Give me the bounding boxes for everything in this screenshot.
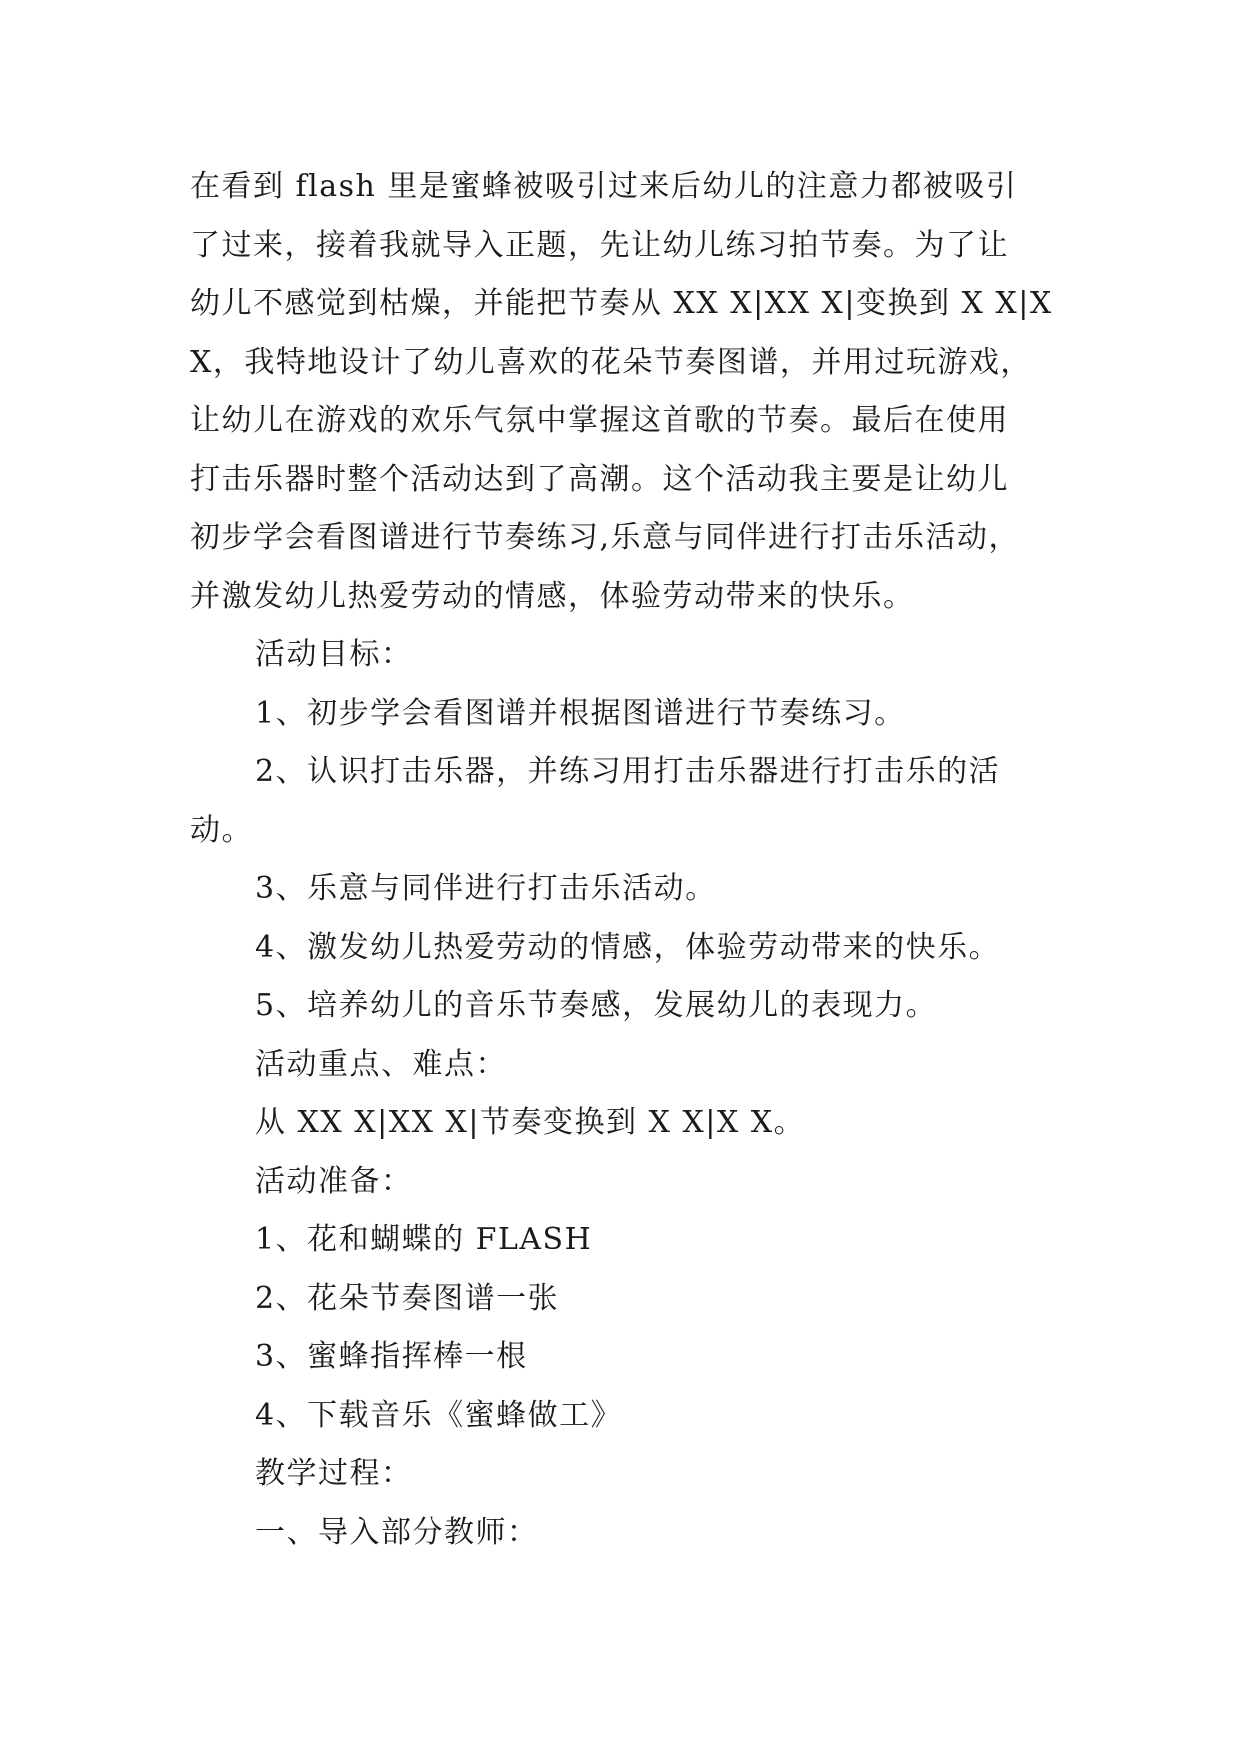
section-heading-teaching-process: 教学过程：	[255, 1456, 413, 1491]
list-item: 3、乐意与同伴进行打击乐活动。	[255, 871, 717, 906]
list-item: 3、蜜蜂指挥棒一根	[255, 1339, 528, 1374]
section-heading-preparation: 活动准备：	[255, 1163, 413, 1199]
section-heading-key-points: 活动重点、难点：	[255, 1046, 507, 1082]
text-line: 动。	[190, 812, 253, 848]
text-line: 让幼儿在游戏的欢乐气氛中掌握这首歌的节奏。最后在使用	[190, 403, 1009, 438]
section-heading-activity-goals: 活动目标：	[255, 637, 413, 672]
subsection-heading: 一、导入部分教师：	[255, 1514, 539, 1550]
list-item: 2、认识打击乐器，并练习用打击乐器进行打击乐的活	[255, 754, 1001, 789]
document-body	[190, 158, 1056, 1562]
text-line: 在看到 flash 里是蜜蜂被吸引过来后幼儿的注意力都被吸引	[190, 169, 1018, 204]
text-line: 并激发幼儿热爱劳动的情感，体验劳动带来的快乐。	[190, 578, 915, 614]
list-item: 4、下载音乐《蜜蜂做工》	[255, 1397, 623, 1433]
list-item: 2、花朵节奏图谱一张	[255, 1280, 560, 1316]
list-item: 4、激发幼儿热爱劳动的情感，体验劳动带来的快乐。	[255, 929, 1001, 965]
text-line: 了过来，接着我就导入正题，先让幼儿练习拍节奏。为了让	[190, 227, 1009, 263]
list-item: 1、花和蝴蝶的 FLASH	[255, 1222, 593, 1257]
text-line: X，我特地设计了幼儿喜欢的花朵节奏图谱，并用过玩游戏，	[190, 344, 1032, 380]
text-line: 初步学会看图谱进行节奏练习,乐意与同伴进行打击乐活动，	[190, 520, 1021, 555]
text-line: 幼儿不感觉到枯燥，并能把节奏从 XX X|XX X|变换到 X X|X	[190, 286, 1053, 321]
text-line: 打击乐器时整个活动达到了高潮。这个活动我主要是让幼儿	[190, 461, 1009, 497]
text-line: 从 XX X|XX X|节奏变换到 X X|X X。	[255, 1105, 806, 1140]
list-item: 5、培养幼儿的音乐节奏感，发展幼儿的表现力。	[255, 988, 938, 1023]
list-item: 1、初步学会看图谱并根据图谱进行节奏练习。	[255, 695, 906, 731]
